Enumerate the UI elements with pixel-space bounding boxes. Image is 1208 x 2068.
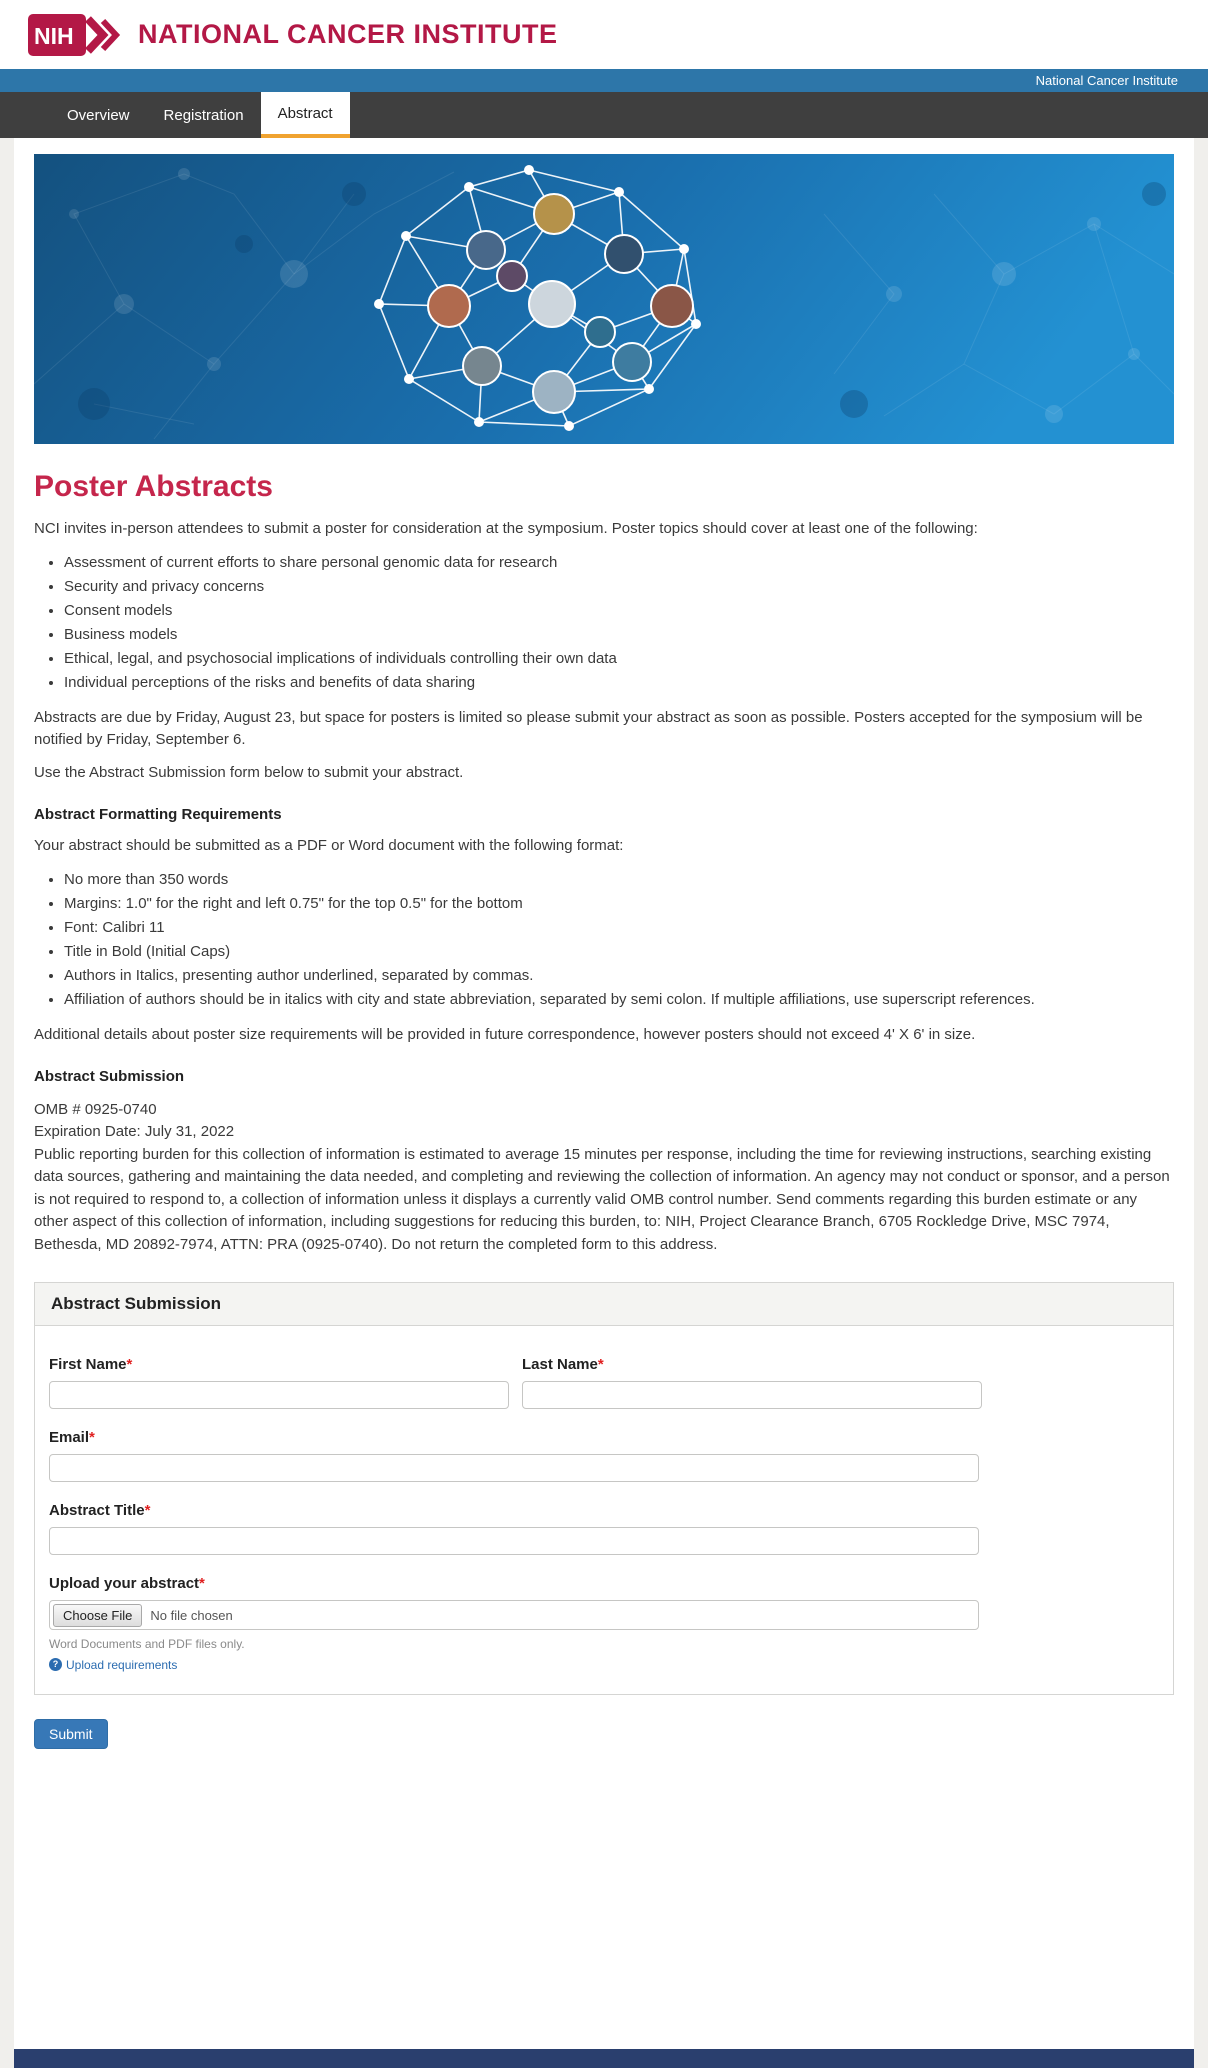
topic-item: • Ethical, legal, and psychosocial implications of individuals controlling their own data xyxy=(64,648,1174,669)
required-marker: * xyxy=(89,1429,95,1446)
use-form-paragraph: Use the Abstract Submission form below to submit your abstract. xyxy=(34,764,464,782)
main-content xyxy=(34,470,1174,2049)
topic-item: • Business models xyxy=(64,624,1174,645)
formatting-rule: • Authors in Italics, presenting author underlined, separated by commas. xyxy=(64,965,1174,986)
required-marker: * xyxy=(199,1575,205,1592)
last-name-label: Last Name* xyxy=(522,1356,604,1373)
abstract-title-input[interactable] xyxy=(49,1527,979,1555)
abstract-submission-heading: Abstract Submission xyxy=(34,1067,185,1085)
file-help-text: Word Documents and PDF files only. xyxy=(49,1637,245,1651)
content-area xyxy=(14,138,1194,2068)
size-note: Additional details about poster size requirements will be provided in future correspondence, however posters should not exceed 4' X 6' in size. xyxy=(34,1025,976,1043)
omb-number: OMB # 0925-0740 xyxy=(34,1100,157,1118)
first-name-label: First Name* xyxy=(49,1356,133,1373)
hero-network-graphic xyxy=(34,154,1174,444)
email-label: Email* xyxy=(49,1429,95,1446)
info-icon: ? xyxy=(49,1658,62,1671)
formatting-rule: • Font: Calibri 11 xyxy=(64,917,1174,938)
form-panel-title: Abstract Submission xyxy=(35,1283,1173,1326)
required-marker: * xyxy=(597,1356,604,1373)
tab-abstract[interactable]: Abstract xyxy=(261,92,350,138)
upload-requirements-link[interactable]: ? Upload requirements xyxy=(49,1658,177,1672)
email-input[interactable] xyxy=(49,1454,979,1482)
deadline-paragraph: Abstracts are due by Friday, August 23, but space for posters is limited so please submit your abstract as soon as possible. Posters accepted for the symposium will be notified by Friday, September 6. xyxy=(34,708,1143,748)
nih-logo-text: NIH xyxy=(34,22,74,49)
omb-burden-paragraph: Public reporting burden for this collection of information is estimated to average 15 minutes per response, including the time for reviewing instructions, searching existing data sources, gathering and maintaining the data needed, and completing and reviewing the collection of information. An agency may not conduct or sponsor, and a person is not required to respond to, a collection of information unless it displays a currently valid OMB control number. Send comments regarding this burden estimate or any other aspect of this collection of information, including suggestions for reducing this burden, to: NIH, Project Clearance Branch, 6705 Rockledge Drive, MSC 7974, Bethesda, MD 20892-7974, ATTN: PRA (0925-0740). Do not return the completed form to this address. xyxy=(34,1145,1170,1253)
brand-title: NATIONAL CANCER INSTITUTE xyxy=(138,19,558,49)
main-nav xyxy=(0,92,1208,138)
nih-logo-icon xyxy=(28,11,124,59)
hero-banner xyxy=(34,154,1174,444)
abstract-submission-form-panel xyxy=(34,1282,1174,1695)
formatting-rule: • No more than 350 words xyxy=(64,869,1174,890)
formatting-rule: • Margins: 1.0" for the right and left 0.75" for the top 0.5" for the bottom xyxy=(64,893,1174,914)
topic-list xyxy=(40,552,1174,693)
form-panel-body xyxy=(35,1326,1173,1694)
topic-item: • Assessment of current efforts to share personal genomic data for research xyxy=(64,552,1174,573)
topic-item: • Security and privacy concerns xyxy=(64,576,1174,597)
formatting-rule: • Title in Bold (Initial Caps) xyxy=(64,941,1174,962)
formatting-rule: • Affiliation of authors should be in italics with city and state abbreviation, separated by semi colon. If multiple affiliations, use superscript references. xyxy=(64,989,1174,1010)
utility-bar-text: National Cancer Institute xyxy=(1035,73,1178,88)
tab-registration[interactable]: Registration xyxy=(163,106,244,124)
file-status-text: No file chosen xyxy=(150,1607,233,1623)
required-marker: * xyxy=(144,1502,151,1519)
topic-item: • Individual perceptions of the risks and benefits of data sharing xyxy=(64,672,1174,693)
omb-block xyxy=(34,1099,1174,1257)
first-name-input[interactable] xyxy=(49,1381,509,1409)
file-upload-field[interactable] xyxy=(49,1600,979,1630)
last-name-input[interactable] xyxy=(522,1381,982,1409)
page-title: Poster Abstracts xyxy=(34,470,273,503)
required-marker: * xyxy=(126,1356,133,1373)
formatting-requirements-heading: Abstract Formatting Requirements xyxy=(34,806,282,823)
formatting-rules-list xyxy=(40,869,1174,1010)
abstract-title-label: Abstract Title* xyxy=(49,1502,151,1519)
formatting-intro: Your abstract should be submitted as a PDF or Word document with the following format: xyxy=(34,837,624,854)
intro-paragraph: NCI invites in-person attendees to submit a poster for consideration at the symposium. Poster topics should cover at least one of the following: xyxy=(34,520,978,537)
site-header xyxy=(0,0,1208,69)
utility-bar xyxy=(0,69,1208,92)
choose-file-button[interactable]: Choose File xyxy=(53,1604,142,1627)
footer-bar xyxy=(14,2049,1194,2068)
upload-abstract-label: Upload your abstract* xyxy=(49,1575,205,1592)
tab-overview[interactable]: Overview xyxy=(67,106,130,124)
omb-expiration: Expiration Date: July 31, 2022 xyxy=(34,1123,235,1140)
submit-button[interactable]: Submit xyxy=(34,1719,108,1749)
topic-item: • Consent models xyxy=(64,600,1174,621)
